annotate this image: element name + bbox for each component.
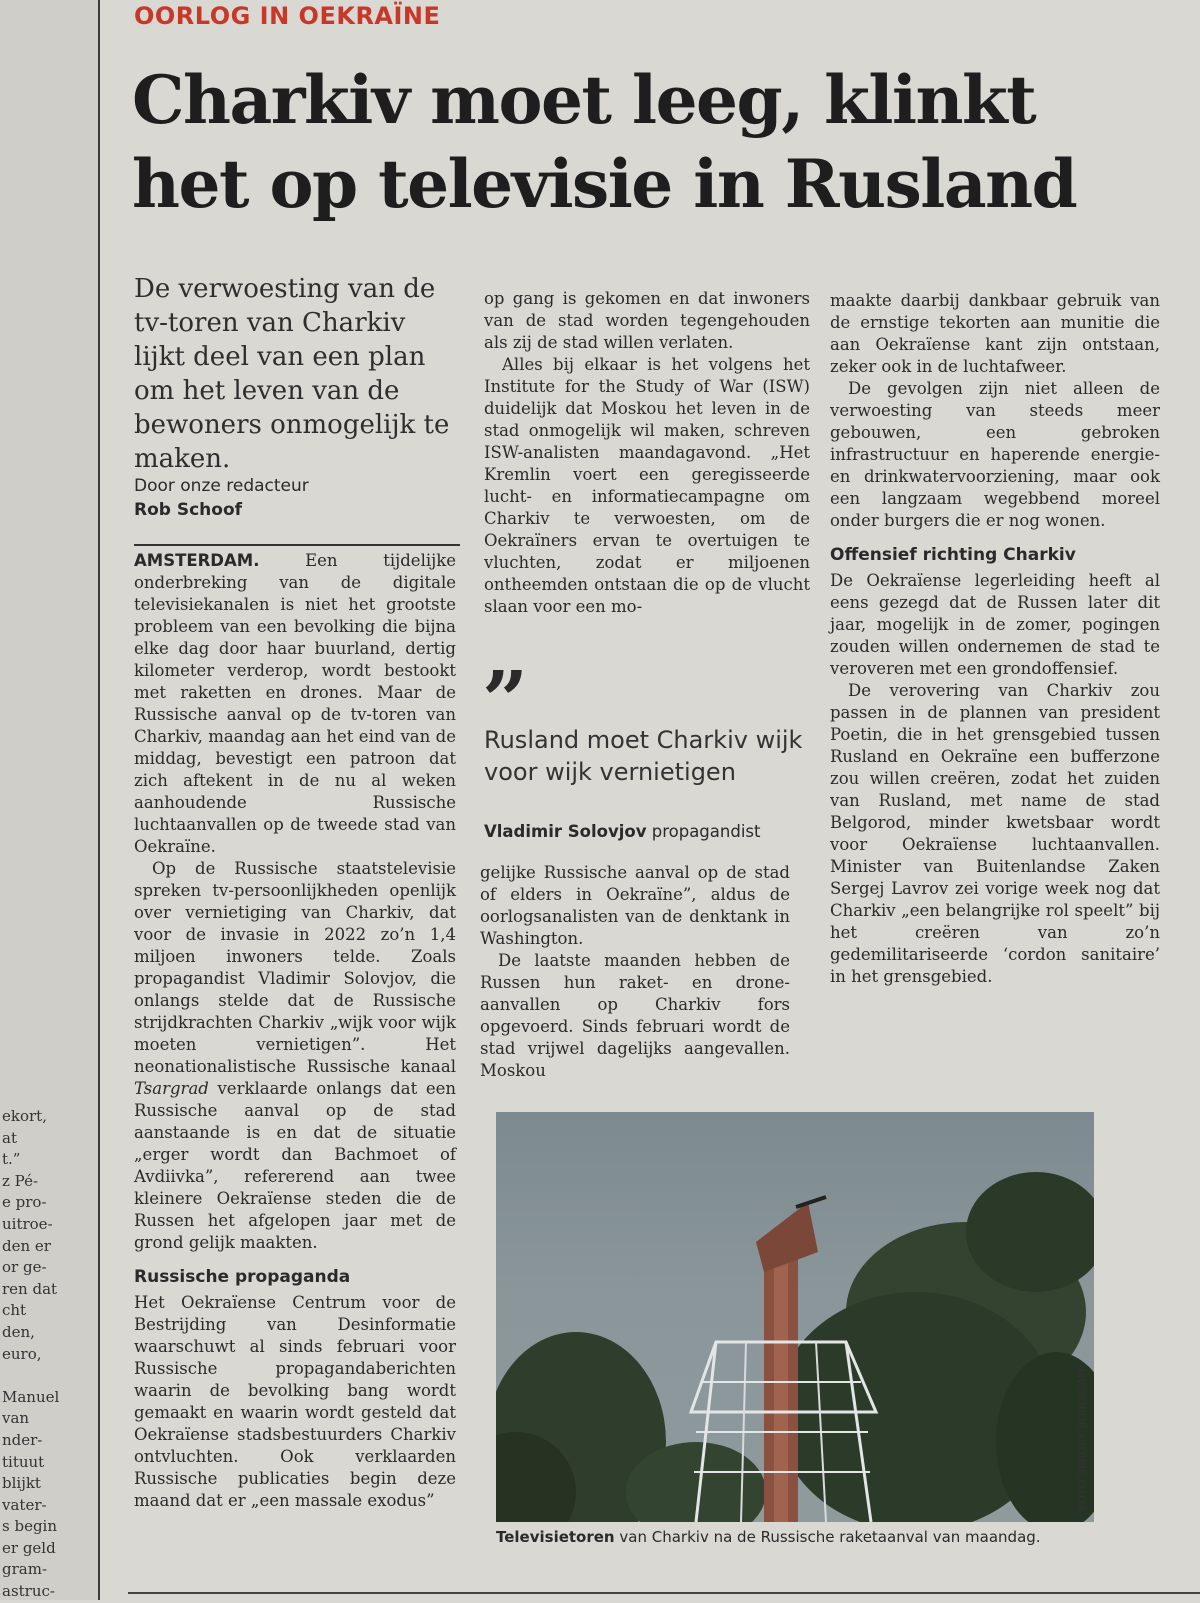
body-paragraph: Alles bij elkaar is het volgens het Institute for the Study of War (ISW) duidelijk dat Moskou het leven in de stad onmogelijk wil maken, schreven ISW-analisten maandagavond. „Het Kremlin voert een geregisseerde lucht- en informatiecampagne om Charkiv te verwoesten, om de Oekraïners ervan te overtuigen te vluchten, zodat er miljoenen ontheemden ontstaan die op de vlucht slaan voor een mo- (484, 355, 810, 616)
fragment-line: Manuel (2, 1387, 60, 1406)
body-paragraph (134, 550, 456, 858)
body-paragraph: De gevolgen zijn niet alleen de verwoesting van steeds meer gebouwen, een gebroken infrastructuur en haperende energie- en drinkwatervoorziening, maar ook een langzaam wegebbend moreel onder burgers die er nog wonen. (830, 379, 1160, 530)
body-paragraph: Het Oekraïense Centrum voor de Bestrijding van Desinformatie waarschuwt al sinds februari voor Russische propagandaberichten waarin de bevolking bang wordt gemaakt en waarin wordt gesteld dat Oekraïense stadsbestuurders Charkiv ontvluchten. Ook verklaarden Russische publicaties begin deze maand dat er „een massale exodus” (134, 1293, 456, 1510)
section-kicker: OORLOG IN OEKRAÏNE (134, 2, 441, 30)
article-column-3 (830, 290, 1160, 988)
body-paragraph: gelijke Russische aanval op de stad of elders in Oekraïne”, aldus de oorlogsanalisten van de denktank in Washington. (480, 863, 790, 948)
body-paragraph (134, 858, 456, 1254)
caption-text: van Charkiv na de Russische raketaanval van maandag. (619, 1528, 1041, 1546)
fragment-line: nder- (2, 1430, 43, 1449)
headline-line-1: Charkiv moet leeg, klinkt (132, 61, 1036, 139)
tv-tower-illustration (496, 1112, 1094, 1522)
body-text: Een tijdelijke onderbreking van de digitale televisiekanalen is niet het grootste probleem van een bevolking die bijna elke dag door haar buurland, dertig kilometer verderop, wordt bestookt met raketten en drones. Maar de Russische aanval op de tv-toren van Charkiv, maandag aan het eind van de middag, bevestigt een patroon dat zich aftekent in de nu al weken aanhoudende Russische luchtaanvallen op de tweede stad van Oekraïne. (134, 551, 456, 856)
quote-mark-icon: ” (482, 670, 529, 718)
subheading: Offensief richting Charkiv (830, 545, 1076, 565)
fragment-line: z Pé- (2, 1171, 39, 1190)
body-paragraph: maakte daarbij dankbaar gebruik van de ernstige tekorten aan munitie die aan Oekraïense kant zijn ontstaan, zeker ook in de luchtafweer. (830, 291, 1160, 376)
fragment-line: at (2, 1128, 17, 1147)
fragment-line: er geld (2, 1538, 56, 1557)
fragment-line: den er (2, 1236, 51, 1255)
fragment-line: or ge- (2, 1258, 47, 1277)
photo-caption (496, 1528, 1116, 1546)
quote-role: propagandist (651, 822, 761, 841)
lead-paragraph: De verwoesting van de tv-toren van Charkiv lijkt deel van een plan om het leven van de bewoners onmogelijk te maken. (134, 274, 450, 474)
body-text: verklaarde onlangs dat een Russische aanval op de stad aanstaande is en dat de situatie „erger wordt dan Bachmoet of Avdiivka”, refererend aan twee kleinere Oekraïense steden die de Russen het afgelopen jaar met de grond gelijk maakten. (134, 1079, 456, 1252)
body-paragraph: De laatste maanden hebben de Russen hun raket- en drone-aanvallen op Charkiv fors opgevoerd. Sinds februari wordt de stad vrijwel dagelijks aangevallen. Moskou (480, 951, 790, 1080)
headline-line-2: het op televisie in Rusland (132, 145, 1077, 223)
fragment-line: astruc- (2, 1582, 55, 1601)
fragment-line: tituut (2, 1452, 45, 1471)
tv-tower-photo (496, 1112, 1094, 1522)
body-paragraph: De Oekraïense legerleiding heeft al eens gezegd dat de Russen later dit jaar, mogelijk in de zomer, pogingen zouden willen ondernemen de stad te veroveren met een grondoffensief. (830, 571, 1160, 678)
fragment-line: euro, (2, 1344, 42, 1363)
caption-lead: Televisietoren (496, 1528, 615, 1546)
channel-name: Tsargrad (134, 1079, 209, 1098)
fragment-line: den, (2, 1322, 35, 1341)
pull-quote-attribution (484, 822, 760, 841)
byline-rule (134, 544, 460, 546)
dateline: AMSTERDAM. (134, 551, 260, 570)
fragment-line: cht (2, 1301, 27, 1320)
fragment-line (2, 1365, 96, 1387)
fragment-line: blijkt (2, 1474, 41, 1493)
headline (132, 58, 1182, 226)
fragment-line: t.” (2, 1150, 21, 1169)
adjacent-article-fragment (2, 1106, 96, 1603)
fragment-line: gram- (2, 1560, 48, 1579)
article-column-2-top (484, 288, 810, 618)
byline-prefix: Door onze redacteur (134, 476, 309, 496)
fragment-line: e pro- (2, 1193, 47, 1212)
photo-credit: FOTO SERGEY BOBOK/AFP (1076, 1365, 1089, 1510)
pull-quote: Rusland moet Charkiv wijk voor wijk vernietigen (484, 726, 803, 786)
article-column-2-bottom (480, 862, 790, 1082)
fragment-line: s begin (2, 1517, 58, 1536)
column-rule-vertical (98, 0, 100, 1600)
quote-author: Vladimir Solovjov (484, 822, 647, 841)
byline-author: Rob Schoof (134, 500, 243, 520)
fragment-line: uitroe- (2, 1214, 53, 1233)
fragment-line: vater- (2, 1495, 47, 1514)
body-text: Op de Russische staatstelevisie spreken tv-persoonlijkheden openlijk over vernietiging van Charkiv, dat voor de invasie in 2022 zo’n 1,4 miljoen inwoners telde. Zoals propagandist Vladimir Solovjov, die onlangs stelde dat de Russische strijdkrachten Charkiv „wijk voor wijk moeten vernietigen”. Het neonationalistische Russische kanaal (134, 859, 456, 1076)
fragment-line: ekort, (2, 1107, 47, 1125)
body-paragraph: op gang is gekomen en dat inwoners van de stad worden tegengehouden als zij de stad willen verlaten. (484, 289, 810, 352)
body-paragraph: De verovering van Charkiv zou passen in de plannen van president Poetin, die in het grensgebied tussen Rusland en Oekraïne een bufferzone zou willen creëren, zodat het zuiden van Rusland, met name de stad Belgorod, minder kwetsbaar wordt voor Oekraïense luchtaanvallen. Minister van Buitenlandse Zaken Sergej Lavrov zei vorige week nog dat Charkiv „een belangrijke rol speelt” bij het creëren van zo’n gedemilitariseerde ‘cordon sanitaire’ in het grensgebied. (830, 681, 1160, 986)
fragment-line: van (2, 1409, 30, 1428)
article-column-1 (134, 550, 456, 1512)
fragment-line: ren dat (2, 1279, 58, 1298)
subheading: Russische propaganda (134, 1267, 351, 1287)
page-rule-bottom (128, 1592, 1200, 1594)
